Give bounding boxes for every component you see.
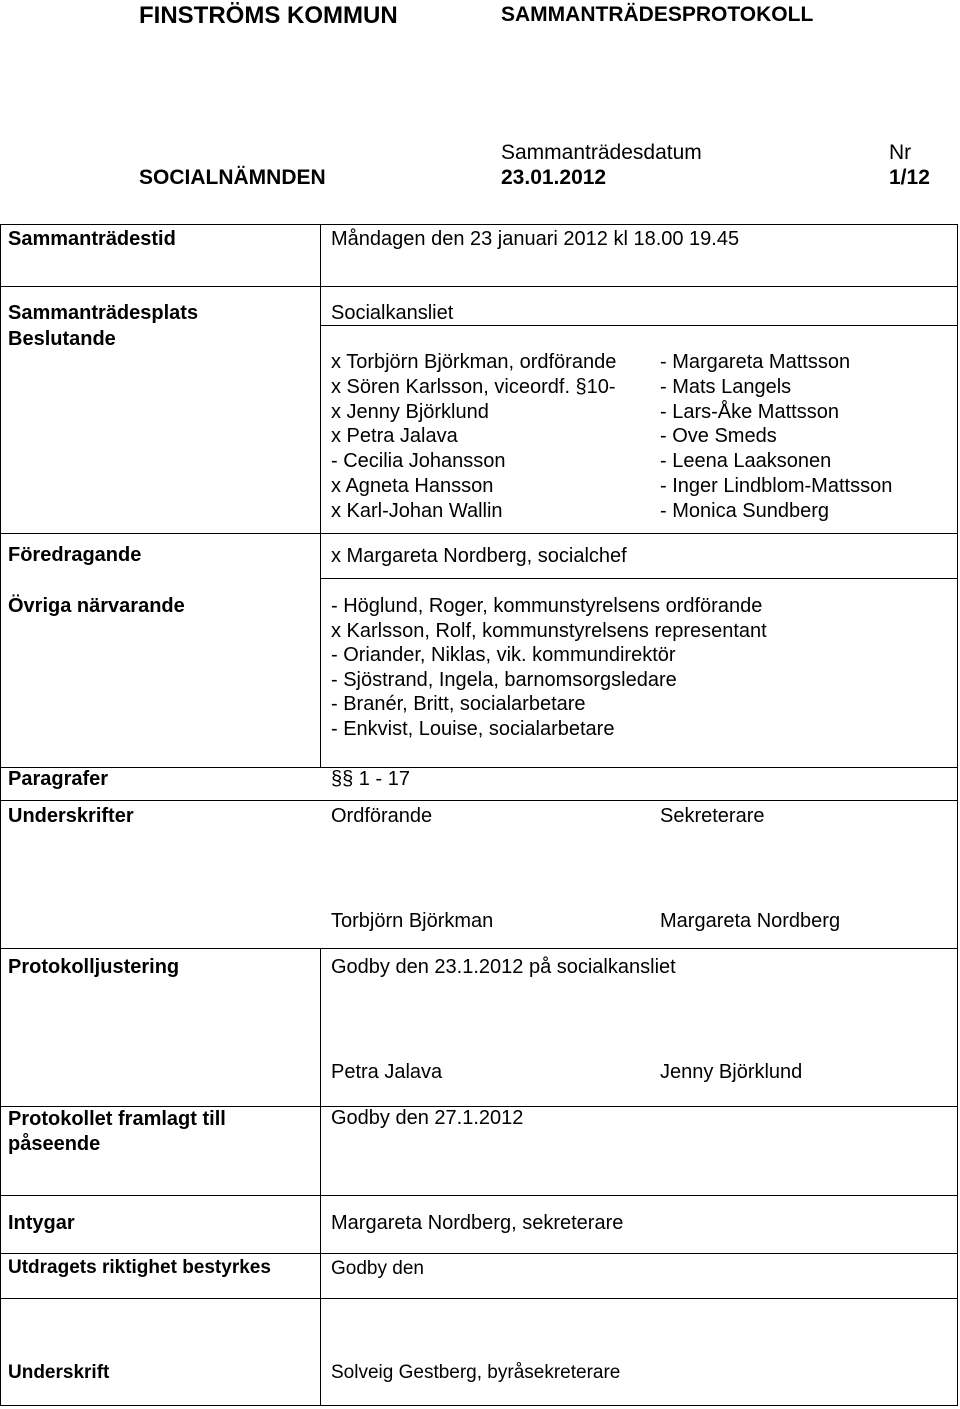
rule-certificate	[0, 1253, 958, 1254]
board-name: SOCIALNÄMNDEN	[139, 166, 326, 189]
rule-decision-makers	[0, 533, 958, 534]
meeting-time-value: Måndagen den 23 januari 2012 kl 18.00 19.45	[331, 228, 740, 250]
adjustment-label: Protokolljustering	[8, 956, 180, 978]
number-value: 1/12	[889, 166, 930, 189]
deputy-item: - Mats Langels	[660, 375, 792, 398]
rule-meeting-time	[0, 286, 958, 287]
chair-name: Torbjörn Björkman	[331, 910, 494, 932]
deputy-item: - Margareta Mattsson	[660, 351, 851, 373]
secretary-label: Sekreterare	[660, 805, 765, 827]
others-present-label: Övriga närvarande	[8, 595, 185, 617]
member-item: x Agneta Hansson	[331, 474, 494, 497]
public-display-label: Protokollet framlagt till påseende	[8, 1108, 226, 1155]
document-type: SAMMANTRÄDESPROTOKOLL	[501, 3, 814, 26]
number-label: Nr	[889, 141, 912, 164]
attendee-item: - Oriander, Niklas, vik. kommundirektör	[331, 644, 676, 667]
attendee-item: - Enkvist, Louise, socialarbetare	[331, 717, 615, 740]
adjuster-name-2: Jenny Björklund	[660, 1061, 803, 1083]
secretary-name: Margareta Nordberg	[660, 910, 841, 932]
deputy-item: - Ove Smeds	[660, 425, 777, 448]
decision-makers-right-list	[660, 350, 892, 524]
deputy-item: - Inger Lindblom-Mattsson	[660, 474, 893, 497]
adjuster-name-1: Petra Jalava	[331, 1061, 443, 1083]
rule-public-display	[0, 1195, 958, 1196]
frame-right	[957, 224, 958, 1406]
deputy-item: - Leena Laaksonen	[660, 450, 832, 473]
paragraphs-value: §§ 1 - 17	[331, 768, 410, 790]
meeting-date-label: Sammanträdesdatum	[501, 141, 702, 164]
adjustment-value: Godby den 23.1.2012 på socialkansliet	[331, 956, 676, 978]
column-divider-upper	[320, 224, 321, 768]
member-item: x Petra Jalava	[331, 425, 458, 448]
deputy-item: - Monica Sundberg	[660, 499, 829, 522]
presenter-label: Föredragande	[8, 544, 142, 566]
member-item: - Cecilia Johansson	[331, 450, 506, 473]
rule-others	[0, 767, 958, 768]
decision-makers-left-list	[331, 350, 616, 524]
certificate-label: Intygar	[8, 1212, 75, 1234]
member-item: x Torbjörn Björkman, ordförande	[331, 351, 617, 373]
deputy-item: - Lars-Åke Mattsson	[660, 400, 839, 423]
frame-left	[0, 224, 1, 1406]
rule-bottom	[0, 1405, 958, 1406]
certificate-value: Margareta Nordberg, sekreterare	[331, 1212, 624, 1234]
signature-value: Solveig Gestberg, byråsekreterare	[331, 1362, 621, 1383]
extract-label: Utdragets riktighet bestyrkes	[8, 1257, 271, 1278]
signature-label: Underskrift	[8, 1362, 110, 1383]
extract-value: Godby den	[331, 1258, 424, 1279]
attendee-item: x Karlsson, Rolf, kommunstyrelsens representant	[331, 619, 767, 642]
rule-signatures	[0, 948, 958, 949]
public-display-value: Godby den 27.1.2012	[331, 1107, 524, 1129]
attendee-item: - Branér, Britt, socialarbetare	[331, 693, 586, 716]
rule-top	[0, 224, 958, 225]
chair-label: Ordförande	[331, 805, 433, 827]
municipality-title: FINSTRÖMS KOMMUN	[139, 2, 398, 29]
meeting-date-value: 23.01.2012	[501, 166, 607, 189]
member-item: x Sören Karlsson, viceordf. §10-	[331, 375, 616, 398]
paragraphs-label: Paragrafer	[8, 768, 109, 790]
presenter-value: x Margareta Nordberg, socialchef	[331, 545, 627, 567]
rule-meeting-place	[320, 325, 958, 326]
meeting-place-value: Socialkansliet	[331, 302, 454, 324]
member-item: x Jenny Björklund	[331, 400, 489, 423]
meeting-place-label: Sammanträdesplats	[8, 302, 199, 324]
member-item: x Karl-Johan Wallin	[331, 499, 503, 522]
column-divider-lower	[320, 948, 321, 1406]
rule-paragraphs	[0, 800, 958, 801]
others-present-list	[331, 594, 767, 742]
signatures-label: Underskrifter	[8, 805, 134, 827]
rule-extract	[0, 1298, 958, 1299]
attendee-item: - Sjöstrand, Ingela, barnomsorgsledare	[331, 668, 677, 691]
rule-presenter	[320, 578, 958, 579]
attendee-item: - Höglund, Roger, kommunstyrelsens ordförande	[331, 595, 763, 617]
meeting-time-label: Sammanträdestid	[8, 228, 176, 250]
decision-makers-label: Beslutande	[8, 328, 116, 350]
